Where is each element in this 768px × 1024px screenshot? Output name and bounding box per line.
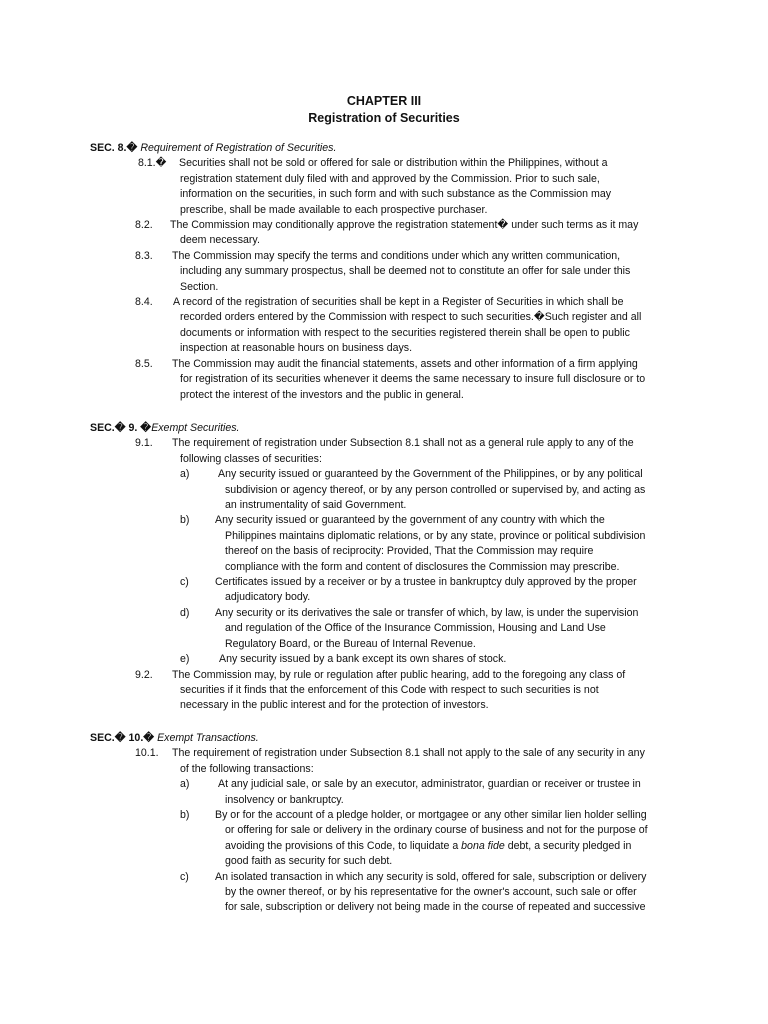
text-line: thereof on the basis of reciprocity: Provided, That the Commission may require [225, 545, 594, 558]
subsection-9-1 [90, 436, 690, 467]
chapter-subtitle: Registration of Securities [308, 111, 460, 125]
text-line: The requirement of registration under Subsection 8.1 shall not as a general rule apply to any of the [172, 437, 634, 450]
section-title: Exempt Transactions. [157, 732, 259, 744]
text-line: prescribe, shall be made available to each prospective purchaser. [180, 203, 488, 216]
text-line: A record of the registration of securities shall be kept in a Register of Securities in which shall be [173, 296, 624, 309]
subsection-8-2 [90, 218, 690, 249]
text-line: The Commission may specify the terms and conditions under which any written communication, [172, 249, 621, 262]
section-label: SEC. 8.� [90, 142, 141, 154]
text-line: registration statement duly filed with and approved by the Commission. Prior to such sale, [180, 172, 600, 185]
text-line: Any security issued by a bank except its own shares of stock. [219, 653, 507, 666]
text-line: Regulatory Board, or the Bureau of Internal Revenue. [225, 637, 476, 650]
clause-9-1-d [90, 606, 690, 652]
text-line: Section. [180, 280, 219, 293]
section-10 [90, 731, 690, 916]
section-title: Requirement of Registration of Securities. [140, 142, 337, 154]
clause-letter: a) [180, 778, 190, 791]
subsection-number: 8.2. [135, 219, 153, 232]
clause-letter: b) [180, 809, 190, 822]
section-heading [90, 141, 690, 156]
text-line: compliance with the form and content of disclosures the Commission may prescribe. [225, 560, 620, 573]
subsection-10-1 [90, 746, 690, 777]
section-heading [90, 421, 690, 436]
subsection-9-2 [90, 668, 690, 714]
clause-letter: d) [180, 606, 190, 619]
text-line: for registration of its securities whenever it deems the same necessary to insure full disclosure or to [180, 373, 646, 386]
subsection-8-4 [90, 295, 690, 357]
text-line: At any judicial sale, or sale by an executor, administrator, guardian or receiver or trustee in [218, 778, 641, 791]
text-line: The Commission may conditionally approve the registration statement� under such terms as it may [170, 219, 639, 232]
section-9 [90, 421, 690, 714]
clause-10-1-a [90, 777, 690, 808]
text-line: The Commission may audit the financial statements, assets and other information of a firm applying [172, 357, 638, 370]
text-segment: avoiding the provisions of this Code, to liquidate a [225, 839, 462, 852]
clause-9-1-a [90, 467, 690, 513]
subsection-number: 8.5. [135, 357, 153, 370]
text-line: subdivision or agency thereof, or by any person controlled or supervised by, and acting as [225, 483, 646, 496]
subsection-8-1 [90, 156, 690, 218]
section-heading [90, 731, 690, 746]
text-line: documents or information with respect to the securities registered therein shall be open to public [180, 326, 630, 339]
text-line: By or for the account of a pledge holder, or mortgagee or any other similar lien holder selling [215, 809, 647, 822]
section-label: SEC.� 10.� [90, 732, 158, 744]
clause-letter: c) [180, 576, 189, 589]
text-line: Any security or its derivatives the sale or transfer of which, by law, is under the supervision [215, 606, 639, 619]
text-line: Certificates issued by a receiver or by a trustee in bankruptcy duly approved by the proper [215, 576, 637, 589]
text-line: The Commission may, by rule or regulation after public hearing, add to the foregoing any class of [172, 668, 626, 681]
subsection-8-5 [90, 357, 690, 403]
clause-letter: e) [180, 653, 190, 666]
clause-9-1-b [90, 513, 690, 575]
text-line: Securities shall not be sold or offered for sale or distribution within the Philippines, without a [179, 157, 608, 170]
text-line: recorded orders entered by the Commission with respect to such securities.�Such register and all [180, 311, 642, 324]
text-line: or offering for sale or delivery in the ordinary course of business and not for the purpose of [225, 824, 648, 837]
text-line: Philippines maintains diplomatic relations, or by any state, province or political subdivision [225, 529, 646, 542]
italic-phrase: bona fide [461, 839, 505, 852]
clause-letter: c) [180, 870, 189, 883]
text-line: inspection at reasonable hours on business days. [180, 342, 413, 355]
text-line [225, 839, 690, 854]
text-line: insolvency or bankruptcy. [225, 793, 344, 806]
subsection-number: 9.1. [135, 437, 153, 450]
subsection-number: 8.3. [135, 249, 153, 262]
text-line: and regulation of the Office of the Insurance Commission, Housing and Land Use [225, 622, 606, 635]
clause-letter: b) [180, 514, 190, 527]
text-line: necessary in the public interest and for the protection of investors. [180, 699, 489, 712]
clause-10-1-c [90, 870, 690, 916]
subsection-number: 10.1. [135, 747, 159, 760]
subsection-number: 8.4. [135, 296, 153, 309]
subsection-number: 8.1.� [135, 157, 167, 170]
text-line: securities if it finds that the enforcement of this Code with respect to such securities is not [180, 683, 599, 696]
clause-letter: a) [180, 468, 190, 481]
text-line: Any security issued or guaranteed by the government of any country with which the [215, 514, 605, 527]
text-line: of the following transactions: [180, 762, 314, 775]
text-line: deem necessary. [180, 234, 260, 247]
section-label: SEC.� 9. � [90, 422, 152, 434]
subsection-number: 9.2. [135, 668, 153, 681]
text-line: protect the interest of the investors and the public in general. [180, 388, 464, 401]
text-line: for sale, subscription or delivery not being made in the course of repeated and successive [225, 901, 646, 914]
clause-9-1-e [90, 652, 690, 667]
text-line: The requirement of registration under Subsection 8.1 shall not apply to the sale of any security in any [172, 747, 645, 760]
clause-10-1-b [90, 808, 690, 870]
text-line: Any security issued or guaranteed by the Government of the Philippines, or by any political [218, 468, 643, 481]
section-8 [90, 141, 690, 403]
text-segment: debt, a security pledged in [504, 839, 632, 852]
text-line: adjudicatory body. [225, 591, 311, 604]
text-line: following classes of securities: [180, 452, 322, 465]
clause-9-1-c [90, 575, 690, 606]
section-title: Exempt Securities. [151, 422, 240, 434]
text-line: by the owner thereof, or by his representative for the owner's account, such sale or offer [225, 886, 637, 899]
text-line: An isolated transaction in which any security is sold, offered for sale, subscription or delivery [215, 870, 647, 883]
text-line: information on the securities, in such form and with such substance as the Commission may [180, 188, 612, 201]
chapter-heading: CHAPTER III [346, 94, 422, 108]
text-line: including any summary prospectus, shall be deemed not to constitute an offer for sale under this [180, 265, 631, 278]
text-line: good faith as security for such debt. [225, 855, 393, 868]
text-line: an instrumentality of said Government. [225, 499, 407, 512]
subsection-8-3 [90, 249, 690, 295]
